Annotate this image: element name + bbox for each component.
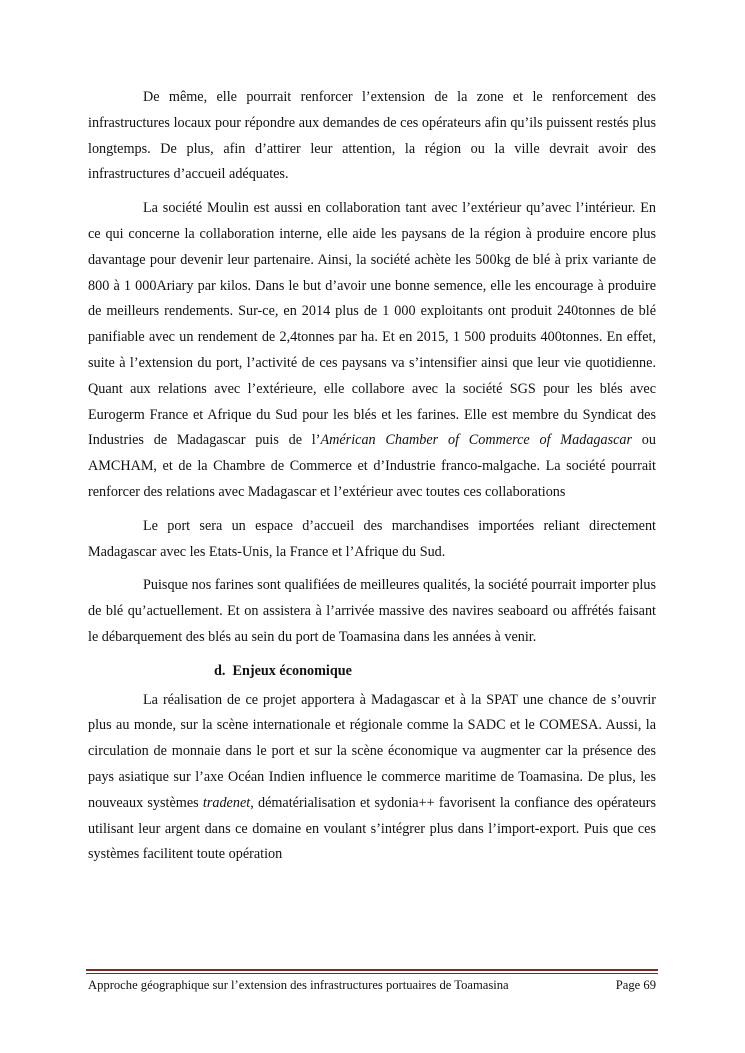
paragraph-3: Le port sera un espace d’accueil des marchandises importées reliant directement Madagascar avec les Etats-Unis, la France et l’Afrique du Sud. (88, 517, 656, 560)
body-text (88, 85, 656, 876)
footer (88, 976, 656, 994)
paragraph-2-text-b: ou AMCHAM, et de la Chambre de Commerce et d’Industrie franco-malgache. La société pourrait renforcer des relations avec Madagascar et l’extérieur avec toutes ces collaborations (88, 432, 656, 500)
paragraph-5-text-b: , dématérialisation et sydonia++ favorisent la confiance des opérateurs utilisant leur argent dans ce domaine en voulant s’intégrer plus dans l’import-export. Puis que ces systèmes facilitent toute opération (88, 794, 656, 863)
paragraph-2-italic: Américan Chamber of Commerce of Madagascar (320, 432, 633, 449)
paragraph-1: De même, elle pourrait renforcer l’extension de la zone et le renforcement des infrastructures locaux pour répondre aux demandes de ces opérateurs afin qu’ils puissent restés plus longtemps. De plus, afin d’attirer leur attention, la région ou la ville devrait avoir des infrastructures d’accueil adéquates. (88, 89, 656, 183)
paragraph-5 (88, 688, 656, 869)
paragraph-2-text-a: La société Moulin est aussi en collaboration tant avec l’extérieur qu’avec l’intérieur. En ce qui concerne la collaboration interne, elle aide les paysans de la région à produire encore plus davantage pour devenir leur partenaire. Ainsi, la société achète les 500kg de blé à prix variante de 800 à 1 000Ariary par kilos. Dans le but d’avoir une bonne semence, elle les encourage à produire de meilleurs rendements. Sur-ce, en 2014 plus de 1 000 exploitants ont produit 240tonnes de blé panifiable avec un rendement de 2,4tonnes par ha. Et en 2015, 1 500 produits 400tonnes. En effet, suite à l’extension du port, l’activité de ces paysans va s’intensifier ainsi que leur vie quotidienne. Quant aux relations avec l’extérieure, elle collabore avec la société SGS pour les blés avec Eurogerm France et Afrique du Sud pour les blés et les farines. Elle est membre du Syndicat des Industries de Madagascar puis de l’ (88, 200, 656, 449)
footer-rule-thick (86, 969, 658, 971)
heading-text: Enjeux économique (232, 662, 352, 679)
footer-title: Approche géographique sur l’extension des infrastructures portuaires de Toamasina (88, 978, 509, 992)
heading-marker: d. (214, 662, 226, 679)
page-number: Page 69 (615, 978, 656, 992)
paragraph-2 (88, 196, 656, 506)
footer-rule-thin (86, 973, 658, 974)
section-heading (88, 659, 656, 685)
paragraph-4: Puisque nos farines sont qualifiées de meilleures qualités, la société pourrait importer plus de blé qu’actuellement. Et on assistera à l’arrivée massive des navires seaboard ou affrétés faisant le débarquement des blés au sein du port de Toamasina dans les années à venir. (88, 577, 656, 645)
paragraph-5-italic: tradenet (202, 794, 251, 811)
paragraph-5-text-a: La réalisation de ce projet apportera à Madagascar et à la SPAT une chance de s’ouvrir plus au monde, sur la scène internationale et régionale comme la SADC et le COMESA. Aussi, la circulation de monnaie dans le port et sur la scène économique va augmenter car la présence des pays asiatique sur l’axe Océan Indien influence le commerce maritime de Toamasina. De plus, les nouveaux systèmes (88, 691, 656, 811)
